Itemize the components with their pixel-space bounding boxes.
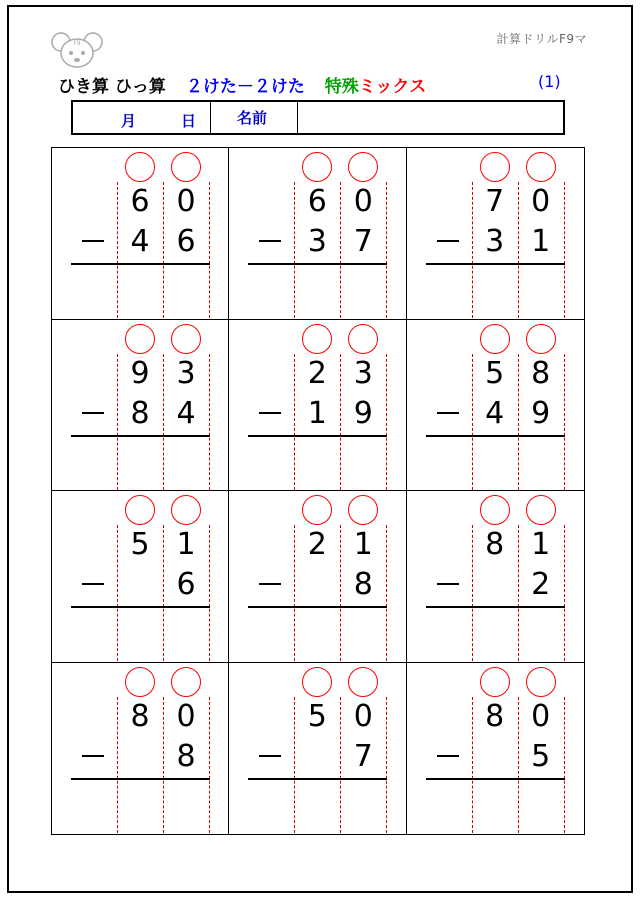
- guide-line: [340, 697, 341, 833]
- month-label: 月: [121, 112, 137, 130]
- minuend-ones: 3: [353, 355, 373, 391]
- minuend-ones: 0: [353, 698, 373, 734]
- minuend-tens: 8: [130, 698, 150, 734]
- minuend-tens: 5: [130, 527, 150, 562]
- title-main: ひき算 ひっ算: [58, 77, 166, 97]
- day-label: 日: [181, 112, 197, 130]
- borrow-circle-tens[interactable]: [125, 324, 155, 354]
- subtrahend-ones: 9: [353, 395, 373, 431]
- minuend-tens: 7: [485, 184, 505, 219]
- subtrahend-ones: 7: [353, 738, 373, 774]
- minus-sign: [82, 412, 104, 414]
- guide-line: [518, 525, 519, 661]
- guide-line: [472, 354, 473, 490]
- subtrahend-ones: 6: [176, 224, 196, 259]
- answer-ones-slot[interactable]: [521, 268, 561, 312]
- borrow-circle-ones[interactable]: [348, 667, 378, 697]
- borrow-circle-tens[interactable]: [480, 667, 510, 697]
- borrow-circle-tens[interactable]: [302, 324, 332, 354]
- answer-ones-slot[interactable]: [166, 783, 206, 827]
- answer-tens-slot[interactable]: [120, 440, 160, 484]
- mouse-face-icon: [50, 30, 104, 70]
- problem-cell: [229, 491, 406, 663]
- answer-tens-slot[interactable]: [475, 440, 515, 484]
- guide-line: [163, 697, 164, 833]
- guide-line: [163, 354, 164, 490]
- problem-cell: [407, 320, 584, 492]
- minuend-ones: 8: [531, 355, 551, 391]
- guide-line: [564, 354, 565, 490]
- answer-ones-slot[interactable]: [166, 268, 206, 312]
- minuend-ones: 1: [176, 527, 196, 562]
- guide-line: [340, 182, 341, 318]
- answer-tens-slot[interactable]: [120, 268, 160, 312]
- guide-line: [564, 182, 565, 318]
- guide-line: [117, 525, 118, 661]
- borrow-circle-ones[interactable]: [348, 152, 378, 182]
- problem-grid: [51, 147, 585, 835]
- subtrahend-ones: 4: [176, 395, 196, 431]
- guide-line: [386, 182, 387, 318]
- answer-line: [248, 778, 387, 780]
- answer-tens-slot[interactable]: [475, 611, 515, 655]
- minuend-tens: 9: [130, 355, 150, 391]
- minuend-tens: 8: [485, 698, 505, 734]
- guide-line: [472, 182, 473, 318]
- answer-tens-slot[interactable]: [297, 440, 337, 484]
- borrow-circle-tens[interactable]: [480, 495, 510, 525]
- answer-line: [71, 263, 210, 265]
- subtrahend-ones: 2: [531, 567, 551, 602]
- minuend-ones: 1: [531, 527, 551, 562]
- problem-cell: [52, 320, 229, 492]
- minuend-tens: 6: [307, 184, 327, 219]
- borrow-circle-ones[interactable]: [348, 495, 378, 525]
- answer-line: [426, 778, 565, 780]
- answer-tens-slot[interactable]: [297, 268, 337, 312]
- title-mix: ミックス: [358, 77, 427, 97]
- logo-text: F9: [73, 40, 81, 47]
- guide-line: [209, 354, 210, 490]
- guide-line: [564, 525, 565, 661]
- guide-line: [564, 697, 565, 833]
- borrow-circle-ones[interactable]: [526, 324, 556, 354]
- answer-ones-slot[interactable]: [521, 440, 561, 484]
- guide-line: [209, 182, 210, 318]
- answer-line: [426, 606, 565, 608]
- minuend-ones: 3: [176, 355, 196, 391]
- borrow-circle-tens[interactable]: [480, 152, 510, 182]
- minus-sign: [437, 240, 459, 242]
- borrow-circle-ones[interactable]: [526, 152, 556, 182]
- problem-cell: [229, 148, 406, 320]
- answer-line: [71, 778, 210, 780]
- date-field[interactable]: [73, 102, 211, 133]
- subtrahend-tens: 8: [130, 395, 150, 431]
- borrow-circle-tens[interactable]: [125, 495, 155, 525]
- minus-sign: [259, 412, 281, 414]
- problem-cell: [407, 663, 584, 835]
- minus-sign: [437, 412, 459, 414]
- guide-line: [518, 182, 519, 318]
- subtrahend-tens: 3: [485, 224, 505, 259]
- guide-line: [386, 525, 387, 661]
- borrow-circle-ones[interactable]: [348, 324, 378, 354]
- subtrahend-ones: 9: [531, 395, 551, 431]
- borrow-circle-tens[interactable]: [302, 152, 332, 182]
- borrow-circle-ones[interactable]: [526, 495, 556, 525]
- minus-sign: [259, 755, 281, 757]
- answer-ones-slot[interactable]: [343, 611, 383, 655]
- problem-cell: [52, 148, 229, 320]
- subtrahend-ones: 7: [353, 224, 373, 259]
- guide-line: [117, 697, 118, 833]
- subtrahend-ones: 8: [353, 567, 373, 602]
- borrow-circle-ones[interactable]: [171, 495, 201, 525]
- problem-cell: [229, 663, 406, 835]
- answer-tens-slot[interactable]: [297, 611, 337, 655]
- guide-line: [294, 182, 295, 318]
- minuend-ones: 0: [531, 184, 551, 219]
- guide-line: [472, 525, 473, 661]
- title-digits: ２けた－２けた: [185, 77, 305, 97]
- minus-sign: [259, 583, 281, 585]
- borrow-circle-tens[interactable]: [302, 495, 332, 525]
- minuend-tens: 2: [307, 527, 327, 562]
- brand-name: 計算ドリルF9マ: [496, 32, 587, 46]
- minuend-ones: 0: [353, 184, 373, 219]
- subtrahend-tens: 3: [307, 224, 327, 259]
- name-date-box: [71, 100, 565, 135]
- minus-sign: [82, 755, 104, 757]
- answer-ones-slot[interactable]: [166, 440, 206, 484]
- problem-cell: [407, 491, 584, 663]
- minuend-tens: 8: [485, 527, 505, 562]
- problem-cell: [52, 491, 229, 663]
- guide-line: [163, 182, 164, 318]
- name-field[interactable]: [298, 102, 563, 133]
- minuend-ones: 1: [353, 527, 373, 562]
- answer-line: [71, 606, 210, 608]
- minus-sign: [437, 755, 459, 757]
- guide-line: [386, 354, 387, 490]
- answer-ones-slot[interactable]: [166, 611, 206, 655]
- answer-tens-slot[interactable]: [120, 611, 160, 655]
- borrow-circle-ones[interactable]: [171, 152, 201, 182]
- name-label: 名前: [211, 102, 298, 133]
- minus-sign: [82, 583, 104, 585]
- subtrahend-tens: 1: [307, 395, 327, 431]
- answer-ones-slot[interactable]: [521, 783, 561, 827]
- answer-tens-slot[interactable]: [475, 783, 515, 827]
- guide-line: [472, 697, 473, 833]
- guide-line: [518, 354, 519, 490]
- problem-cell: [52, 663, 229, 835]
- answer-ones-slot[interactable]: [343, 783, 383, 827]
- title-special: 特殊: [324, 77, 359, 97]
- answer-tens-slot[interactable]: [120, 783, 160, 827]
- answer-tens-slot[interactable]: [475, 268, 515, 312]
- borrow-circle-tens[interactable]: [125, 667, 155, 697]
- page-number: (1): [538, 72, 561, 91]
- answer-tens-slot[interactable]: [297, 783, 337, 827]
- minuend-tens: 2: [307, 355, 327, 391]
- minuend-ones: 0: [176, 698, 196, 734]
- answer-ones-slot[interactable]: [521, 611, 561, 655]
- borrow-circle-ones[interactable]: [171, 324, 201, 354]
- guide-line: [386, 697, 387, 833]
- subtrahend-ones: 8: [176, 738, 196, 774]
- problem-cell: [229, 320, 406, 492]
- answer-ones-slot[interactable]: [343, 268, 383, 312]
- borrow-circle-tens[interactable]: [480, 324, 510, 354]
- answer-line: [426, 435, 565, 437]
- minus-sign: [259, 240, 281, 242]
- subtrahend-tens: 4: [485, 395, 505, 431]
- guide-line: [117, 182, 118, 318]
- subtrahend-tens: 4: [130, 224, 150, 259]
- minuend-ones: 0: [176, 184, 196, 219]
- guide-line: [294, 525, 295, 661]
- guide-line: [209, 525, 210, 661]
- guide-line: [518, 697, 519, 833]
- page-title: [58, 72, 426, 97]
- minus-sign: [437, 583, 459, 585]
- answer-line: [248, 606, 387, 608]
- subtrahend-ones: 6: [176, 567, 196, 602]
- minuend-ones: 0: [531, 698, 551, 734]
- borrow-circle-ones[interactable]: [526, 667, 556, 697]
- subtrahend-ones: 5: [531, 738, 551, 774]
- answer-ones-slot[interactable]: [343, 440, 383, 484]
- guide-line: [340, 354, 341, 490]
- minuend-tens: 5: [485, 355, 505, 391]
- minus-sign: [82, 240, 104, 242]
- borrow-circle-tens[interactable]: [302, 667, 332, 697]
- minuend-tens: 5: [307, 698, 327, 734]
- minuend-tens: 6: [130, 184, 150, 219]
- answer-line: [248, 263, 387, 265]
- answer-line: [248, 435, 387, 437]
- guide-line: [117, 354, 118, 490]
- borrow-circle-tens[interactable]: [125, 152, 155, 182]
- subtrahend-ones: 1: [531, 224, 551, 259]
- guide-line: [340, 525, 341, 661]
- guide-line: [294, 697, 295, 833]
- guide-line: [209, 697, 210, 833]
- guide-line: [294, 354, 295, 490]
- borrow-circle-ones[interactable]: [171, 667, 201, 697]
- problem-cell: [407, 148, 584, 320]
- answer-line: [71, 435, 210, 437]
- guide-line: [163, 525, 164, 661]
- answer-line: [426, 263, 565, 265]
